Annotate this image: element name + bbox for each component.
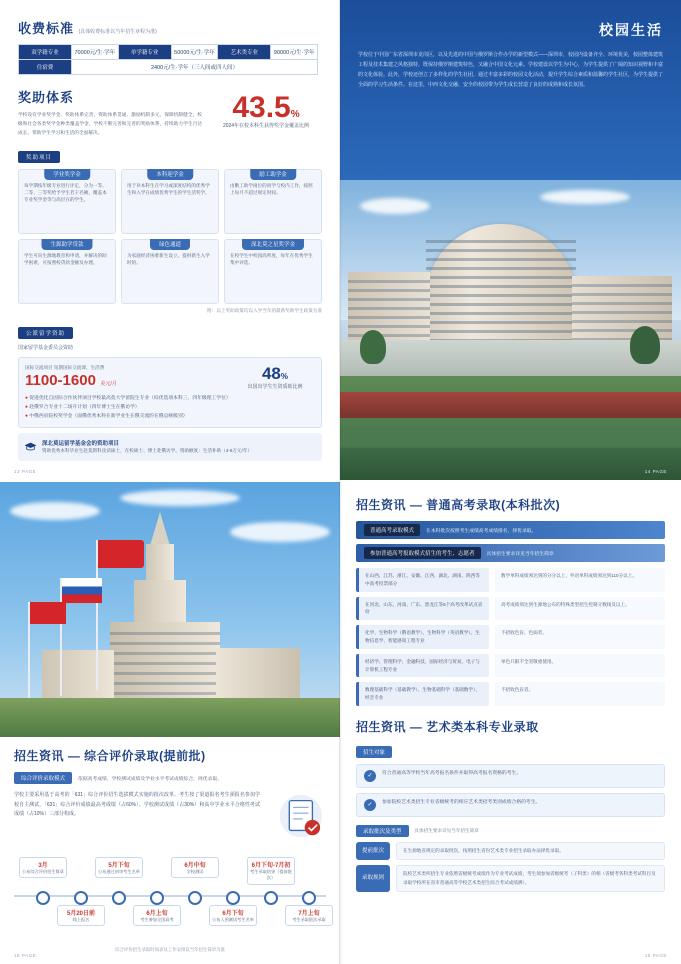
timeline-node	[264, 891, 278, 905]
requirement-detail: 不招收色盲者。	[495, 682, 665, 706]
timeline-item	[247, 857, 295, 885]
campus-title: 校园生活	[599, 22, 663, 38]
timeline-text: 公布综合评价招生简章	[22, 869, 64, 874]
aid-card-title: 学业奖学金	[44, 169, 90, 180]
timeline-month: 7月上旬	[298, 911, 320, 917]
aid-footer-note: 附：以上奖助政策均以入学当年的最新奖助学生政策为准	[207, 307, 322, 313]
check-icon: ✓	[364, 770, 376, 782]
timeline-text: 学校测试	[186, 869, 204, 874]
overseas-stat-caption: 出国出学生生资质助比例	[247, 383, 303, 390]
page-gutter	[339, 0, 342, 964]
table-row	[19, 45, 318, 60]
page-15	[0, 482, 340, 964]
timeline-text: 考生录取结果（提前批次）	[250, 869, 292, 881]
timeline-item	[57, 905, 105, 926]
batch-text: 在生源地省规定的录取批次，按照招生省份艺术类专业招生录取办法择优录取。	[396, 842, 665, 860]
overseas-bullet: ● 促进优化自因际合作伙伴项目学校最高莫大学留院生专业（综优选项本科三、四年级理工学位）	[25, 396, 231, 402]
timeline-month: 6月下旬	[222, 911, 244, 917]
aid-card-text: 每学期按年级专业进行评定，分为一等、二等、三等奖给予学生若干名额，覆盖本专业奖学金等与高层在的学生。	[24, 182, 107, 203]
requirement-region: 数理基础科学（基础教学）、生物基础科学（基础数学）、经音专业	[356, 682, 489, 706]
admission-mode-strip	[356, 521, 665, 539]
aid-card-text: 学生可向生源地教育和申请，并解决的助学困难，可按照校贷款金额及办理。	[24, 252, 107, 266]
timeline-axis	[14, 895, 326, 897]
art-requirement-text: 参加院校艺术类招生专业省级统考的相应艺术类招考类别成绩合格的考生。	[382, 799, 541, 805]
requirement-detail: 不招收色盲、色弱者。	[495, 625, 665, 649]
overseas-stat-number: 48	[261, 363, 281, 383]
check-icon: ✓	[364, 799, 376, 811]
timeline-text: 公布入围测试考生名单	[212, 917, 254, 922]
timeline-item	[171, 857, 219, 878]
list-item	[356, 654, 665, 678]
fee-row-label: 住宿费	[19, 60, 72, 75]
applicant-note: 具体招生要求详见当年招生简章	[486, 551, 554, 557]
applicant-strip	[356, 544, 665, 562]
graduate-fund-box	[18, 433, 322, 461]
page-16	[340, 482, 681, 964]
timeline-node	[74, 891, 88, 905]
fee-cell: 艺术类专业	[218, 45, 271, 60]
requirement-region: 在河北、山东、河南、广东、黑龙江等5个高考改革试点省份	[356, 597, 489, 621]
fee-title: 收费标准	[18, 21, 75, 36]
graduation-cap-icon	[24, 440, 37, 451]
aid-card	[121, 239, 219, 304]
timeline-month: 5月20日前	[66, 911, 95, 917]
comprehensive-tag-note: 依据高考成绩、学校测试成绩及学业水平考试成绩综合，择优录取。	[78, 776, 222, 782]
list-item	[356, 682, 665, 706]
batch-item	[356, 865, 665, 892]
requirement-list	[356, 568, 665, 706]
timeline-month: 3月	[38, 863, 48, 869]
graduate-fund-text: 资助优秀本科毕业生赴莫斯科攻读硕士，在校硕士、博士赴俄访学。资助额度：生活补助（4-6万元/年）	[42, 448, 253, 454]
timeline-node	[188, 891, 202, 905]
aid-card-text: 为家庭经济困难新生设立，提供新生入学时的。	[127, 252, 210, 266]
timeline-month: 6月中旬	[184, 863, 206, 869]
requirement-detail: 高考成绩须达到生源地公布的特殊类型招生控制分数线及以上。	[495, 597, 665, 621]
timeline-text: 线上报名	[72, 917, 90, 922]
fee-cell: 50000元/生·学年	[171, 45, 218, 60]
table-row	[19, 60, 318, 75]
applicant-label: 参加普通高考报取模式招生的考生、志愿者	[364, 547, 481, 559]
timeline-node	[302, 891, 316, 905]
fee-table	[18, 44, 318, 75]
batch-tag-label: 录取批次及类型	[356, 825, 409, 837]
timeline-item	[95, 857, 143, 878]
campus-photo	[340, 180, 681, 480]
aid-stat-percent: %	[290, 109, 300, 120]
page-number: 14 PAGE	[644, 469, 667, 474]
art-requirement-card	[356, 793, 665, 817]
overseas-box	[18, 357, 322, 428]
fee-cell: 2400元/生·学年（三人间或四人间）	[72, 60, 318, 75]
comprehensive-title: 招生资讯 — 综合评价录取(提前批)	[14, 749, 206, 763]
timeline-node	[112, 891, 126, 905]
timeline-month: 5月下旬	[108, 863, 130, 869]
overseas-bullet: ● 赴俄罗合专业十二场开计划（四年博士生在俄访学）	[25, 404, 140, 410]
list-item	[356, 597, 665, 621]
aid-card-title: 励工助学金	[250, 169, 296, 180]
art-admission-title: 招生资讯 — 艺术类本科专业录取	[356, 719, 539, 734]
fee-heading	[18, 18, 322, 38]
admission-mode-text: 在本科批次按照考生成绩高考成绩排名、择优录取。	[426, 528, 537, 534]
aid-card	[121, 169, 219, 234]
timeline-item	[285, 905, 333, 926]
batch-item	[356, 842, 665, 860]
aid-title: 奖助体系	[18, 90, 75, 105]
aid-intro: 学校设有学业奖学金、奖助体系完善，资助体系贯通、激励机制多元、保障机制健全，校级和社会各类奖学金种类覆盖学金，学校不断完善和完善的奖励体系，持续助力学生百达成长，帮助学生学习和生活的全面解决。	[18, 112, 202, 135]
campus-paragraph: 学校位于中国广东省深圳市龙岗区，以及先进的中国与俄罗斯合作办学的新型模式——深圳市，校园内设备齐全、环境优美，校园整体建筑工程及技术集建之风格独特，既保持俄罗斯建筑特色，又融合中国文化元素。学校建设以学生为中心，为学生提供了广阔的知识视野和丰富的文化体验。此外，学校还创立了多样化的学生社团，通过丰富多彩的校园文化活动，提升学生综合素质和温馨的学生社区，为学生提供了全面的学习生活条件。在这里，中西文化交融、安全的校园带为学生成长营造了良好的成熟和成长氛围。	[358, 52, 664, 88]
timeline-footnote: 综合评价招生录取时间表及工作安排以当年招生简章为准	[115, 947, 225, 952]
timeline-text: 公布通过初审考生名单	[98, 869, 140, 874]
requirement-region: 在山西、江苏、浙江、安徽、江西、湖北、湖南、陕西等中高考投票部分	[356, 568, 489, 592]
timeline-node	[226, 891, 240, 905]
page-number: 13 PAGE	[14, 469, 37, 474]
timeline-item	[19, 857, 67, 878]
comprehensive-tag: 综合评价录取模式	[14, 772, 72, 784]
art-target-tag: 招生对象	[356, 746, 392, 758]
batch-note: 具体招生要求详见当年招生简章	[414, 827, 479, 833]
fee-row-label: 双学籍专业	[19, 45, 72, 60]
requirement-region: 经济学、管理科学、金融科技、国际经济与贸易、电子与计算机工程专业	[356, 654, 489, 678]
overseas-stat-percent: %	[280, 371, 289, 381]
fee-cell: 70000元/生·学年	[72, 45, 119, 60]
timeline-month: 6月上旬	[146, 911, 168, 917]
fee-note: (具体收费标准以当年招生章程为准)	[78, 29, 157, 35]
aid-card-title: 生源助学贷款	[41, 239, 92, 250]
overseas-bullet: ● 中俄西府院校奖学金（面俄优秀本科在新学业生在俄交流的在俄总统级别）	[25, 413, 188, 419]
page-number: 16 PAGE	[644, 953, 667, 958]
aid-card-text: 由勤工助学岗位的同学与校内工作，按照上每月不超过规定时间。	[230, 182, 313, 196]
overseas-line-label: 国际交流项目 短期国际交流课、生活费	[25, 365, 105, 371]
overseas-bullet-text: 赴俄罗合专业十二场开计划（四年博士生在俄访学）	[29, 404, 140, 410]
timeline-month: 6月下旬-7月初	[251, 863, 291, 869]
list-item	[356, 625, 665, 649]
admission-mode-label: 普通高考录取模式	[364, 524, 420, 536]
aid-card-title: 本科迎学金	[147, 169, 193, 180]
timeline-item	[133, 905, 181, 926]
aid-card-grid	[18, 169, 322, 304]
overseas-amount-unit: 美元/月	[100, 381, 117, 388]
list-item	[356, 568, 665, 592]
batch-name: 提前批次	[356, 842, 390, 860]
timeline-item	[209, 905, 257, 926]
timeline-text: 考生录取批次录取	[292, 917, 326, 922]
page-number: 15 PAGE	[14, 953, 37, 958]
overseas-subtitle: 国家留学基金委员会资助	[18, 344, 74, 351]
batch-text: 院校艺术类所招生专业依照省级统考成绩作为专业考试成绩，考生须参加省级统考（子科类）的相（省级考各科类考试科目及录取学校所在省市普通高等学校艺术类招生综合考试成绩测）。	[396, 865, 665, 892]
overseas-bullet-text: 促进优化自因际合作伙伴项目学校最高莫大学留院生专业（综优选项本科三、四年级理工学位）	[29, 396, 231, 402]
regular-admission-title: 招生资讯 — 普通高考录取(本科批次)	[356, 498, 561, 512]
batch-name: 录取规则	[356, 865, 390, 892]
timeline-node	[36, 891, 50, 905]
flagpole-photo	[0, 482, 340, 737]
comprehensive-body: 学校主要采用基于高考的「631」综合评价招生选拔模式实施的批次改革。考生按了渠道报名考生须报名参加学校自主测试，「631」综合评价成绩最高考成绩（占60%）、学校测试成绩（占30%）和高中学业水平合格性考试成绩（占10%）三部分构成。	[14, 792, 260, 817]
timeline-text: 考生参加全国高考	[140, 917, 174, 922]
requirement-detail: 单色只限不全者敬重使用。	[495, 654, 665, 678]
fee-cell: 单学籍专业	[118, 45, 171, 60]
aid-card	[18, 239, 116, 304]
aid-card-title: 深北莫之星奖学金	[242, 239, 304, 250]
page-13	[0, 0, 340, 480]
requirement-region: 化学、生物科学（俄语教学）、生物科学（英语教学）、生物信息学、智能感知工程专业	[356, 625, 489, 649]
overseas-bullet-text: 中俄西府院校奖学金（面俄优秀本科在新学业生在俄交流的在俄总统级别）	[29, 413, 188, 419]
art-requirement-card	[356, 764, 665, 788]
aid-card	[224, 169, 322, 234]
aid-section-tag: 奖助项目	[18, 151, 60, 163]
aid-card-title: 绿色通道	[150, 239, 190, 250]
aid-stat	[210, 87, 322, 131]
document-icon	[268, 791, 326, 843]
aid-card	[224, 239, 322, 304]
graduate-fund-title: 深北莫运留学基金会的资助项目	[42, 441, 120, 448]
fee-cell: 90000元/生·学年	[271, 45, 318, 60]
overseas-tag: 公派留学资助	[18, 327, 73, 339]
art-requirement-text: 符合普通高等学校当年高考报名条件并取得高考报名资格的考生。	[382, 770, 522, 776]
aid-card-text: 用于补本科生在学习或深度结构的优秀学生和入学在成绩优秀学生的学生活奖学。	[127, 182, 210, 196]
aid-card	[18, 169, 116, 234]
page-14	[340, 0, 681, 480]
aid-card-text: 在校学生中校园高所度，每年在优秀学生集中评选。	[230, 252, 313, 266]
aid-stat-caption: 2024年在校本科生获得奖学金覆盖比例	[222, 123, 310, 129]
requirement-detail: 数学单科成绩须达到的分分以上，外语单科成绩须达到110分以上。	[495, 568, 665, 592]
admission-timeline	[14, 851, 326, 943]
aid-stat-number: 43.5	[232, 91, 291, 124]
overseas-amount: 1100-1600	[25, 372, 96, 390]
timeline-node	[150, 891, 164, 905]
